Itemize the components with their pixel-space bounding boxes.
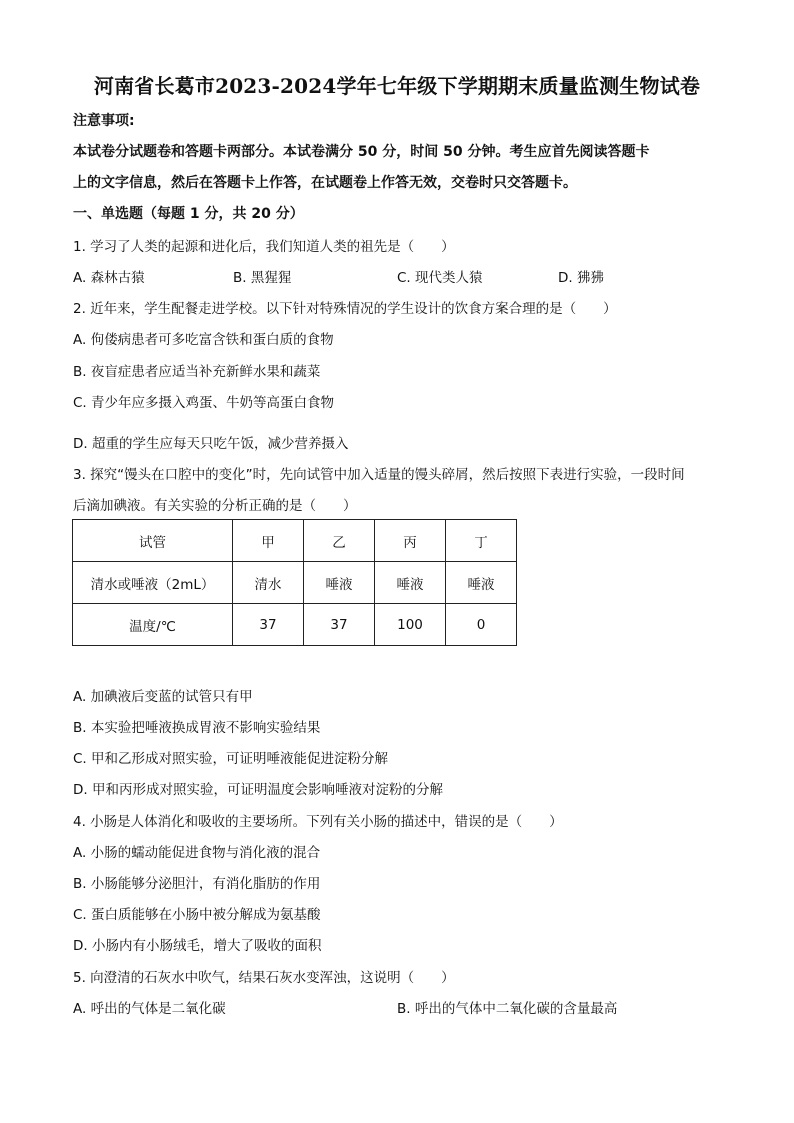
- question-1-option-c: C. 现代类人猿: [397, 270, 483, 286]
- table-cell: 温度/℃: [73, 604, 233, 646]
- question-4-stem: 4. 小肠是人体消化和吸收的主要场所。下列有关小肠的描述中，错误的是（ ）: [73, 814, 563, 830]
- question-4-option-c: C. 蛋白质能够在小肠中被分解成为氨基酸: [73, 907, 321, 923]
- question-2-option-d: D. 超重的学生应每天只吃午饭，减少营养摄入: [73, 436, 349, 452]
- experiment-table: [72, 519, 517, 646]
- notice-line-2: 上的文字信息，然后在答题卡上作答，在试题卷上作答无效，交卷时只交答题卡。: [73, 175, 577, 191]
- table-cell: 清水: [233, 562, 304, 604]
- question-3-stem-line-1: 3. 探究“馒头在口腔中的变化”时，先向试管中加入适量的馒头碎屑，然后按照下表进行实验，一段时间: [73, 467, 685, 483]
- section-heading: 一、单选题（每题 1 分，共 20 分）: [73, 206, 304, 222]
- question-2-option-a: A. 佝偻病患者可多吃富含铁和蛋白质的食物: [73, 332, 334, 348]
- question-3-option-c: C. 甲和乙形成对照实验，可证明唾液能促进淀粉分解: [73, 751, 389, 767]
- table-cell: 唾液: [375, 562, 446, 604]
- question-3-option-a: A. 加碘液后变蓝的试管只有甲: [73, 689, 253, 705]
- question-1-option-a: A. 森林古猿: [73, 270, 145, 286]
- table-cell: 清水或唾液（2mL）: [73, 562, 233, 604]
- table-header-cell: 丁: [446, 520, 517, 562]
- question-3-option-b: B. 本实验把唾液换成胃液不影响实验结果: [73, 720, 321, 736]
- question-4-option-d: D. 小肠内有小肠绒毛，增大了吸收的面积: [73, 938, 322, 954]
- question-2-option-b: B. 夜盲症患者应适当补充新鲜水果和蔬菜: [73, 364, 321, 380]
- question-4-option-b: B. 小肠能够分泌胆汁，有消化脂肪的作用: [73, 876, 321, 892]
- question-2-option-c: C. 青少年应多摄入鸡蛋、牛奶等高蛋白食物: [73, 395, 335, 411]
- question-5-option-a: A. 呼出的气体是二氧化碳: [73, 1001, 226, 1017]
- question-3-option-d: D. 甲和丙形成对照实验，可证明温度会影响唾液对淀粉的分解: [73, 782, 443, 798]
- table-cell: 唾液: [446, 562, 517, 604]
- table-cell: 唾液: [304, 562, 375, 604]
- notice-heading: 注意事项:: [73, 113, 135, 129]
- question-5-stem: 5. 向澄清的石灰水中吹气，结果石灰水变浑浊，这说明（ ）: [73, 970, 455, 986]
- question-2-stem: 2. 近年来，学生配餐走进学校。以下针对特殊情况的学生设计的饮食方案合理的是（ ）: [73, 301, 617, 317]
- table-cell: 0: [446, 604, 517, 646]
- question-3-stem-line-2: 后滴加碘液。有关实验的分析正确的是（ ）: [73, 498, 357, 514]
- question-1-option-d: D. 狒狒: [558, 270, 604, 286]
- table-header-cell: 丙: [375, 520, 446, 562]
- exam-title: 河南省长葛市2023-2024学年七年级下学期期末质量监测生物试卷: [93, 74, 701, 98]
- question-5-option-b: B. 呼出的气体中二氧化碳的含量最高: [397, 1001, 618, 1017]
- table-row: [73, 604, 517, 646]
- question-4-option-a: A. 小肠的蠕动能促进食物与消化液的混合: [73, 845, 321, 861]
- question-1-stem: 1. 学习了人类的起源和进化后，我们知道人类的祖先是（ ）: [73, 239, 455, 255]
- table-cell: 37: [233, 604, 304, 646]
- notice-line-1: 本试卷分试题卷和答题卡两部分。本试卷满分 50 分，时间 50 分钟。考生应首先阅读答题卡: [73, 144, 650, 160]
- table-header-cell: 甲: [233, 520, 304, 562]
- table-header-cell: 试管: [73, 520, 233, 562]
- table-header-row: [73, 520, 517, 562]
- table-cell: 37: [304, 604, 375, 646]
- table-row: [73, 562, 517, 604]
- table-header-cell: 乙: [304, 520, 375, 562]
- table-cell: 100: [375, 604, 446, 646]
- question-1-option-b: B. 黑猩猩: [233, 270, 292, 286]
